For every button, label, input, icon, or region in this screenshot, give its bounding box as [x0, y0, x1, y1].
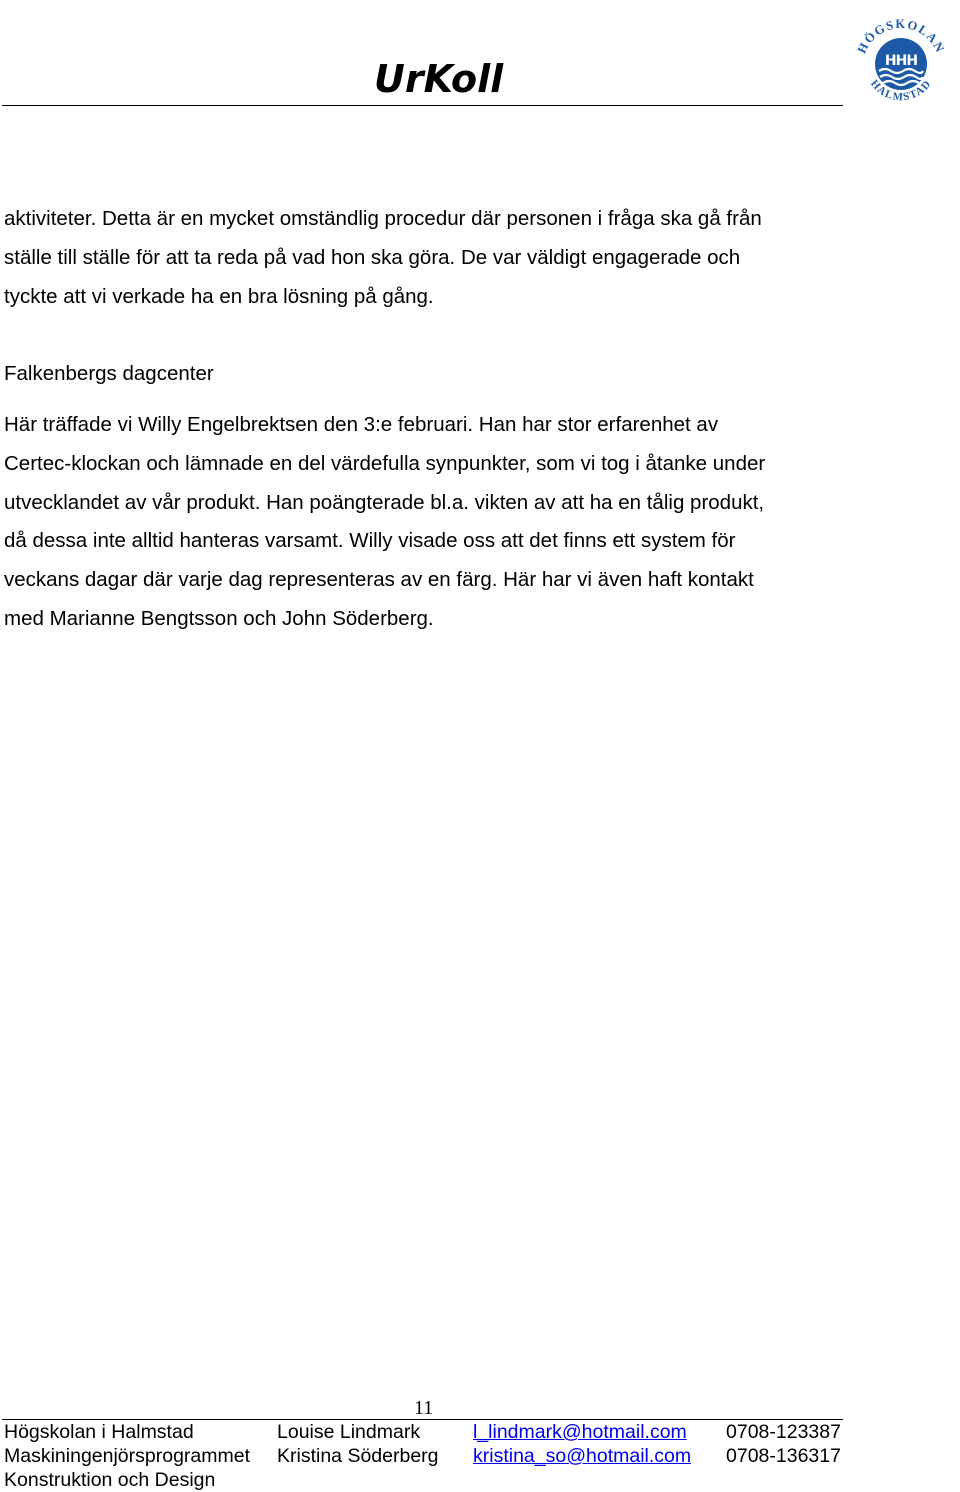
- paragraph-spacer: [4, 316, 904, 355]
- heading-spacer: [4, 394, 904, 406]
- hogskolan-halmstad-logo: [851, 14, 951, 114]
- paragraph-line: utvecklandet av vår produkt. Han poängterade bl.a. vikten av att ha en tålig produkt,: [4, 490, 765, 514]
- paragraph-line: då dessa inte alltid hanteras varsamt. Willy visade oss att det finns ett system för: [4, 529, 736, 553]
- footer-program: Maskiningenjörsprogrammet: [4, 1445, 251, 1467]
- paragraph-line: veckans dagar där varje dag representeras av en färg. Här har vi även haft kontakt: [4, 568, 754, 592]
- footer-author-phone: 0708-123387: [726, 1421, 841, 1443]
- document-title: UrKoll: [374, 57, 504, 101]
- paragraph-line: med Marianne Bengtsson och John Söderberg.: [4, 606, 434, 630]
- section-heading: Falkenbergs dagcenter: [4, 362, 214, 386]
- paragraph-line: tyckte att vi verkade ha en bra lösning på gång.: [4, 284, 434, 308]
- logo-mark: HHH: [884, 53, 918, 69]
- paragraph-line: Certec-klockan och lämnade en del värdefulla synpunkter, som vi tog i åtanke under: [4, 451, 766, 475]
- footer-author-phone: 0708-136317: [726, 1445, 841, 1467]
- header-divider: [2, 105, 843, 106]
- page-number: 11: [414, 1397, 434, 1419]
- logo-top-text: HÖGSKOLAN: [854, 16, 948, 56]
- paragraph-line: Här träffade vi Willy Engelbrektsen den 3:e februari. Han har stor erfarenhet av: [4, 412, 719, 436]
- footer-author-email-link[interactable]: kristina_so@hotmail.com: [473, 1445, 692, 1467]
- footer-author-name: Louise Lindmark: [277, 1421, 421, 1443]
- document-body: [4, 200, 904, 639]
- logo-bottom-text: HALMSTAD: [867, 77, 935, 104]
- paragraph-line: ställe till ställe för att ta reda på vad hon ska göra. De var väldigt engagerade och: [4, 245, 741, 269]
- footer-institution: Högskolan i Halmstad: [4, 1421, 194, 1443]
- paragraph-line: aktiviteter. Detta är en mycket omständlig procedur där personen i fråga ska gå från: [4, 207, 762, 230]
- footer-department: Konstruktion och Design: [4, 1469, 216, 1491]
- footer-author-name: Kristina Söderberg: [277, 1445, 439, 1467]
- footer-author-email-link[interactable]: l_lindmark@hotmail.com: [473, 1421, 687, 1443]
